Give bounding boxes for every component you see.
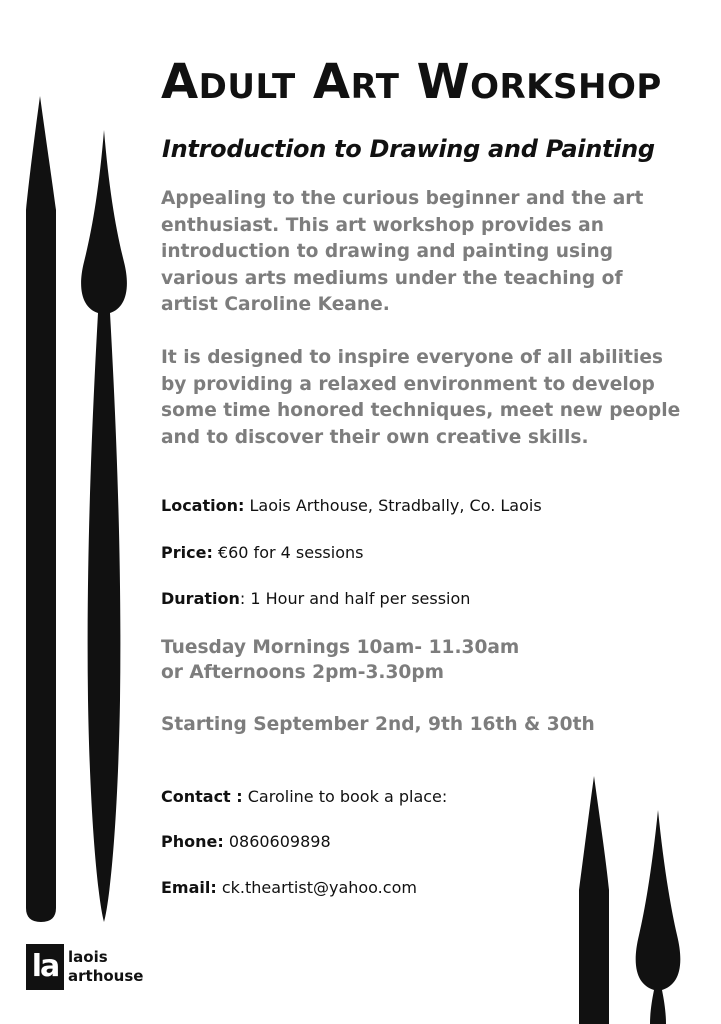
contact-label: Contact : (161, 787, 243, 806)
location-label: Location: (161, 496, 245, 515)
description-paragraph: It is designed to inspire everyone of all abilities by providing a relaxed environment to develop some time honored techniques, meet new people and to discover their own creative skills. (161, 347, 681, 448)
flat-brush-left-icon (26, 96, 56, 922)
duration-line (161, 587, 470, 611)
contact-line (161, 785, 447, 809)
duration-label: Duration (161, 589, 240, 608)
laois-arthouse-logo (26, 944, 143, 990)
page-title: Adult Art Workshop (161, 54, 662, 110)
flat-brush-right-icon (579, 776, 609, 1024)
logo-line-arthouse: arthouse (68, 967, 144, 985)
start-dates: Starting September 2nd, 9th 16th & 30th (161, 714, 595, 735)
email-value[interactable]: ck.theartist@yahoo.com (216, 878, 417, 897)
logo-line-laois: laois (68, 948, 108, 966)
page-subtitle: Introduction to Drawing and Painting (162, 135, 655, 163)
duration-value: : 1 Hour and half per session (239, 589, 471, 608)
price-label: Price: (161, 543, 213, 562)
round-brush-left-icon (81, 130, 127, 922)
price-line (161, 541, 363, 565)
location-value: Laois Arthouse, Stradbally, Co. Laois (244, 496, 542, 515)
round-brush-right-icon (636, 810, 681, 1024)
email-label: Email: (161, 878, 217, 897)
contact-value: Caroline to book a place: (242, 787, 448, 806)
phone-value[interactable]: 0860609898 (223, 832, 331, 851)
schedule-afternoons: or Afternoons 2pm-3.30pm (161, 662, 445, 683)
email-line (161, 876, 417, 900)
phone-line (161, 830, 331, 854)
logo-mark: la (26, 944, 64, 990)
location-line (161, 494, 542, 518)
logo-wordmark (68, 948, 143, 986)
phone-label: Phone: (161, 832, 224, 851)
price-value: €60 for 4 sessions (212, 543, 364, 562)
intro-paragraph: Appealing to the curious beginner and the art enthusiast. This art workshop provides an introduction to drawing and painting using various arts mediums under the teaching of artist Caroline Keane. (161, 188, 644, 315)
schedule-mornings: Tuesday Mornings 10am- 11.30am (161, 637, 520, 658)
